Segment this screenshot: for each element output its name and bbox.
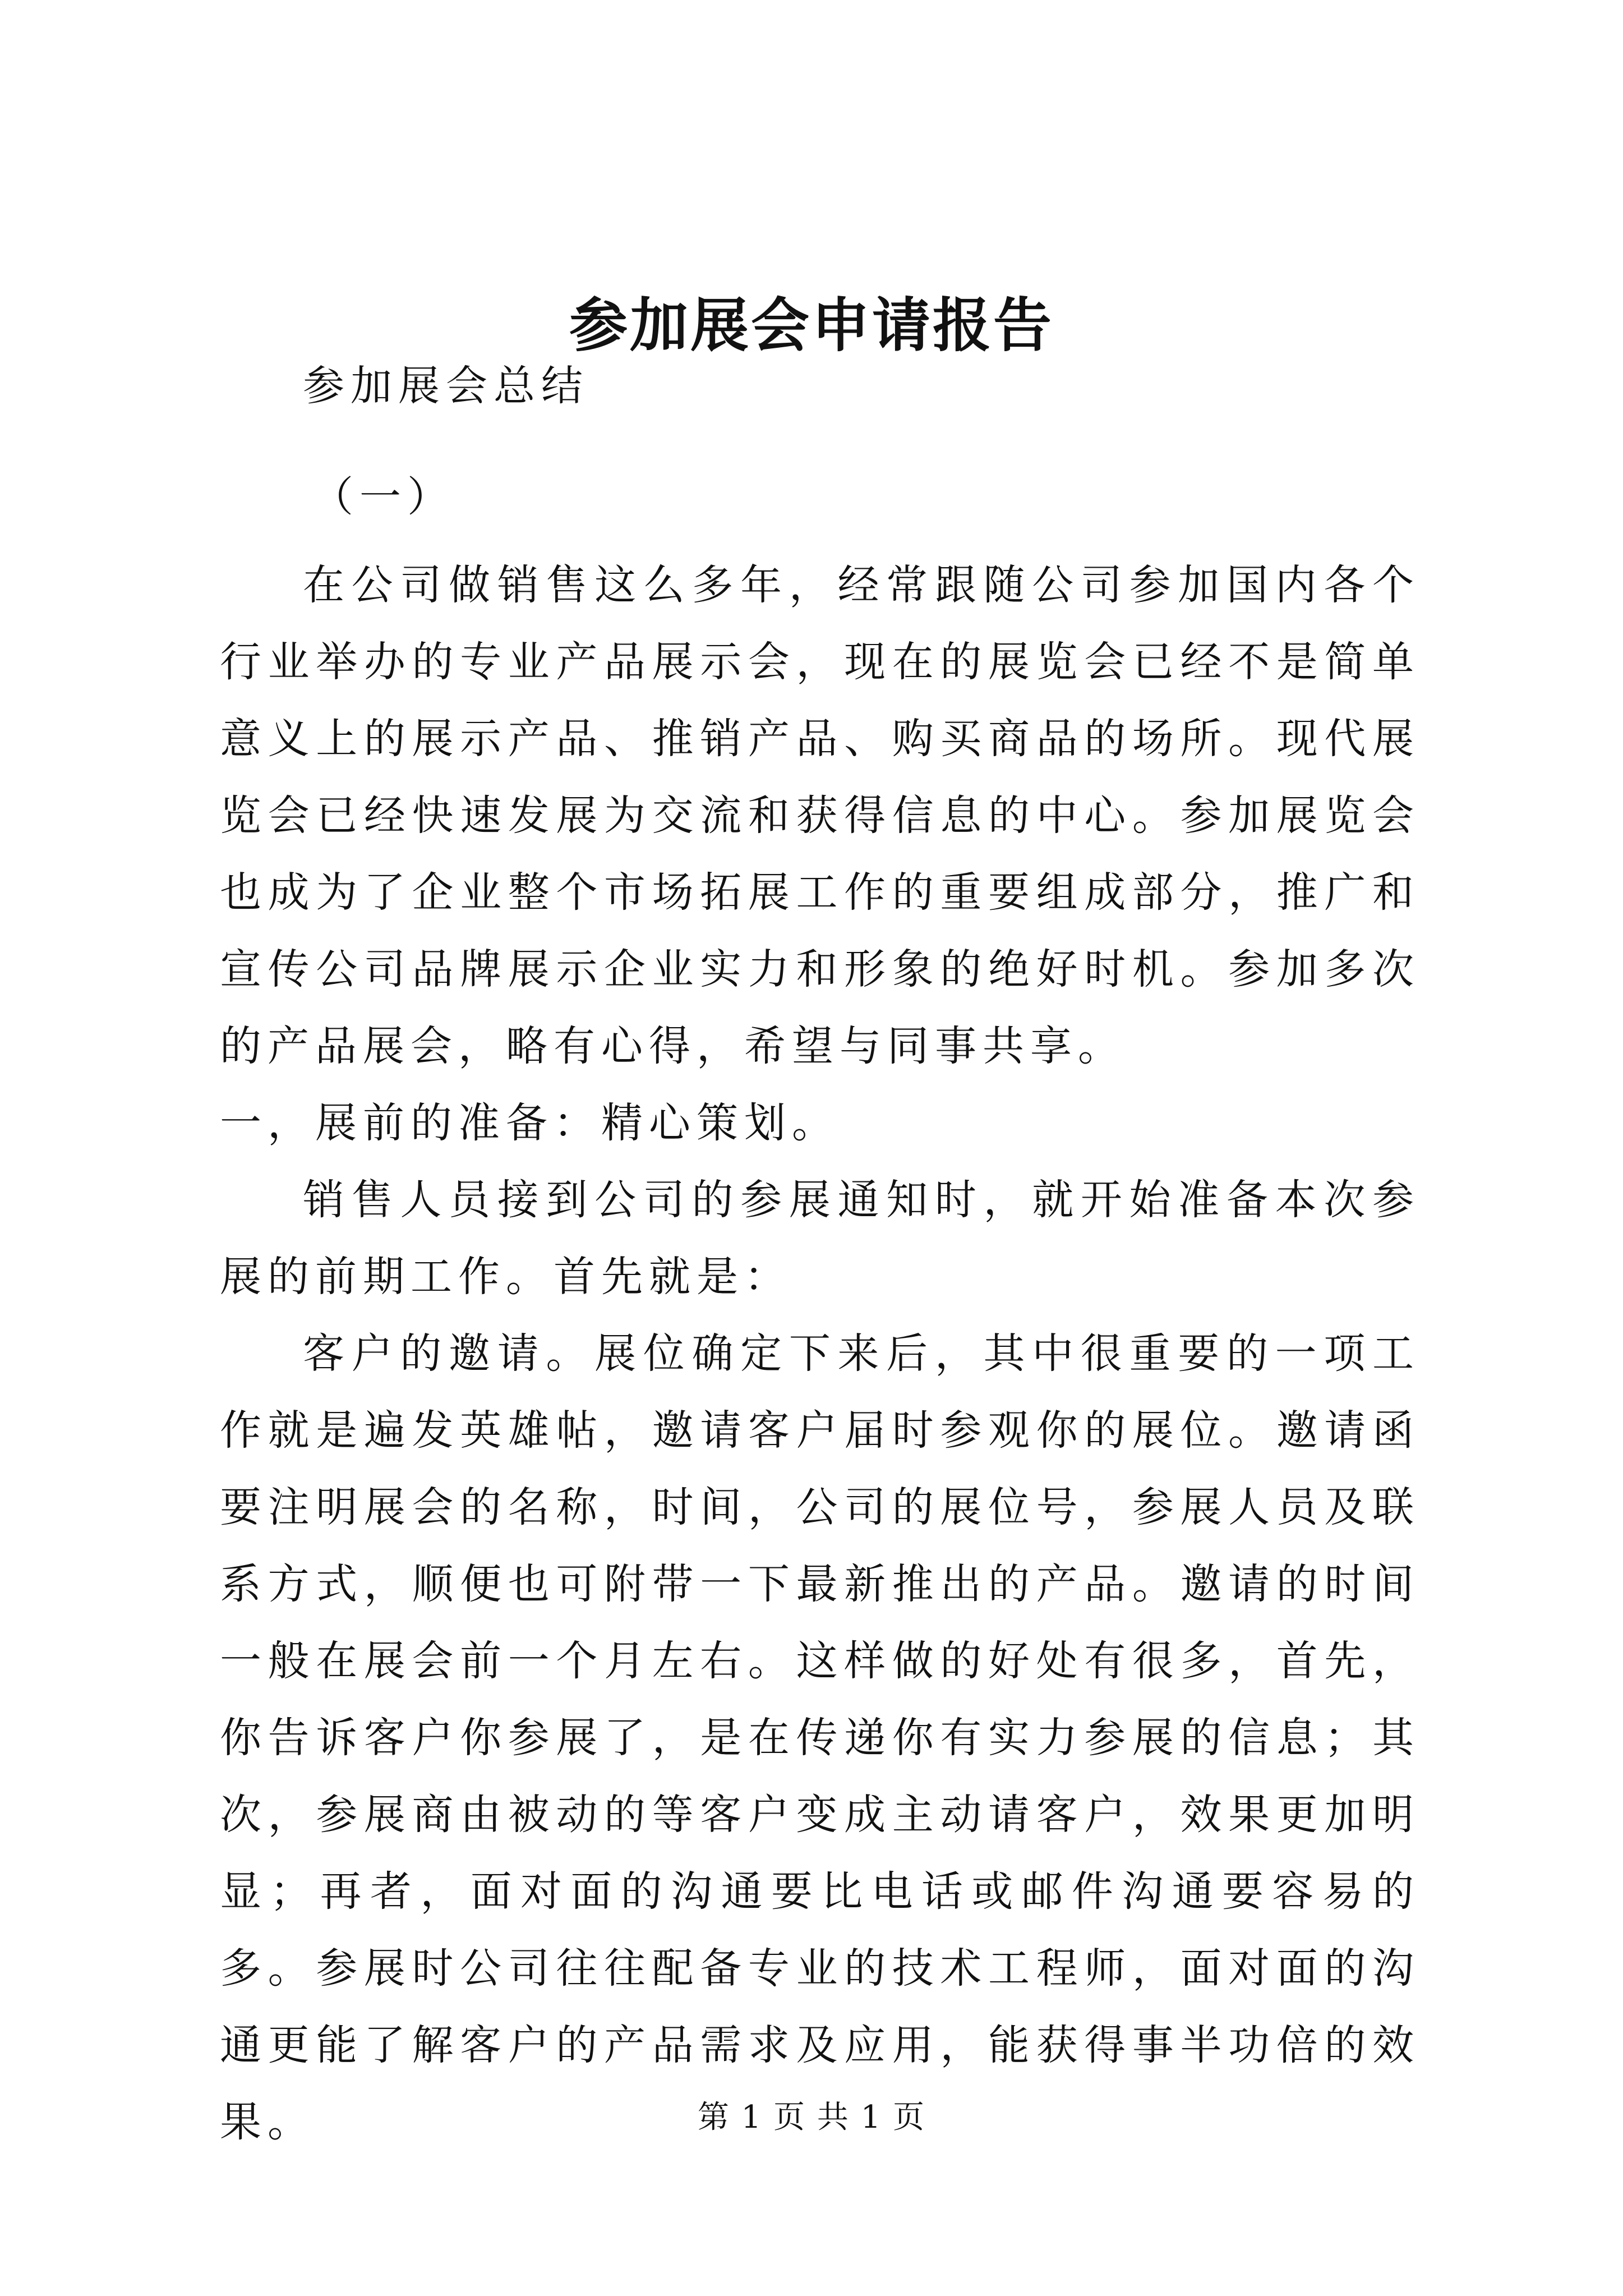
section-mark: （一） — [312, 473, 455, 521]
document-subtitle: 参加展会总结 — [303, 362, 589, 410]
paragraph-intro-block — [220, 547, 1420, 2161]
section-heading-preparation: 一，展前的准备：精心策划。 — [220, 1099, 840, 1147]
paragraph-intro: 在公司做销售这么多年，经常跟随公司参加国内各个行业举办的专业产品展示会，现在的展览会已经不是简单意义上的展示产品、推销产品、购买商品的场所。现代展览会已经快速发展为交流和获得信息的中心。参加展览会也成为了企业整个市场拓展工作的重要组成部分，推广和宣传公司品牌展示企业实力和形象的绝好时机。参加多次的产品展会，略有心得，希望与同事共享。 — [220, 561, 1420, 1070]
paragraph-preparation: 销售人员接到公司的参展通知时，就开始准备本次参展的前期工作。首先就是： — [220, 1176, 1420, 1301]
page-footer: 第 1 页 共 1 页 — [697, 2099, 926, 2136]
paragraph-invitation: 客户的邀请。展位确定下来后，其中很重要的一项工作就是遍发英雄帖，邀请客户届时参观你的展位。邀请函要注明展会的名称，时间，公司的展位号，参展人员及联系方式，顺便也可附带一下最新推出的产品。邀请的时间一般在展会前一个月左右。这样做的好处有很多，首先，你告诉客户你参展了，是在传递你有实力参展的信息；其次，参展商由被动的等客户变成主动请客户，效果更加明显；再者，面对面的沟通要比电话或邮件沟通要容易的多。参展时公司往往配备专业的技术工程师，面对面的沟通更能了解客户的产品需求及应用，能获得事半功倍的效果。 — [220, 1329, 1420, 2146]
document-title: 参加展会申请报告 — [569, 291, 1054, 360]
